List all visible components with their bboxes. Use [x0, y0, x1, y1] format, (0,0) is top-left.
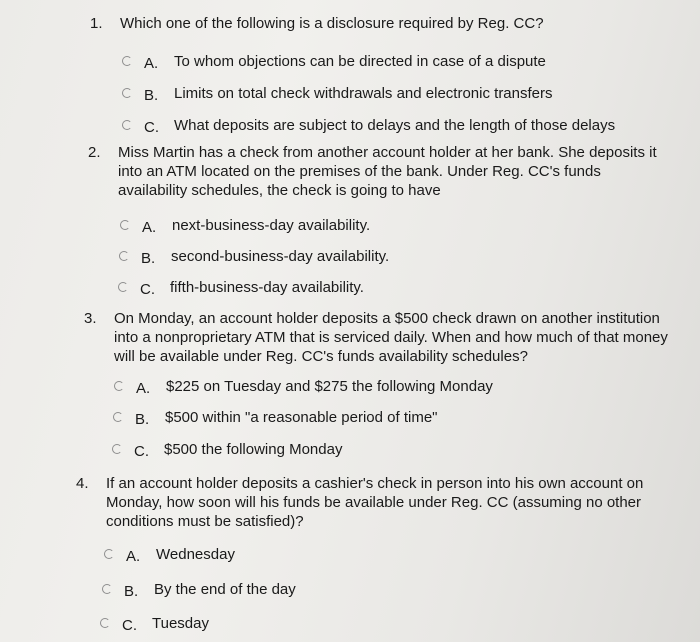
- option-text: Tuesday: [152, 615, 209, 632]
- option-text: $225 on Tuesday and $275 the following Monday: [166, 378, 493, 395]
- option-letter: A.: [126, 548, 141, 565]
- option-text: $500 within "a reasonable period of time": [165, 409, 438, 426]
- question-2: [88, 143, 673, 200]
- option-letter: B.: [124, 583, 139, 600]
- question-number: 1.: [90, 15, 103, 32]
- option-letter: C.: [140, 281, 155, 298]
- option-text: By the end of the day: [154, 581, 296, 598]
- radio-button[interactable]: [100, 618, 110, 628]
- radio-button[interactable]: [114, 381, 124, 391]
- question-text: Which one of the following is a disclosure required by Reg. CC?: [120, 15, 544, 32]
- option-text: next-business-day availability.: [172, 217, 371, 234]
- option-letter: A.: [144, 55, 159, 72]
- option-text: second-business-day availability.: [171, 248, 390, 265]
- question-4: [76, 474, 686, 531]
- radio-button[interactable]: [120, 220, 130, 230]
- radio-button[interactable]: [118, 282, 128, 292]
- question-number: 4.: [76, 475, 89, 492]
- option-letter: A.: [136, 380, 151, 397]
- option-letter: C.: [122, 617, 137, 634]
- question-text: On Monday, an account holder deposits a $500 check drawn on another institution into a nonproprietary ATM that is serviced daily. When and how much of that money will be available under Reg. CC's funds availability schedules?: [114, 310, 668, 365]
- option-text: Wednesday: [156, 546, 235, 563]
- radio-button[interactable]: [104, 549, 114, 559]
- radio-button[interactable]: [122, 120, 132, 130]
- radio-button[interactable]: [122, 88, 132, 98]
- question-text: Miss Martin has a check from another account holder at her bank. She deposits it into an ATM located on the premises of the bank. Under Reg. CC's funds availability schedules, the check is going to have: [118, 144, 657, 199]
- question-number: 3.: [84, 310, 97, 327]
- radio-button[interactable]: [102, 584, 112, 594]
- radio-button[interactable]: [112, 444, 122, 454]
- option-letter: A.: [142, 219, 157, 236]
- option-text: fifth-business-day availability.: [170, 279, 364, 296]
- option-letter: B.: [135, 411, 150, 428]
- option-text: To whom objections can be directed in case of a dispute: [174, 53, 546, 70]
- option-text: What deposits are subject to delays and the length of those delays: [174, 117, 616, 134]
- question-number: 2.: [88, 144, 101, 161]
- option-letter: C.: [134, 443, 149, 460]
- question-text: If an account holder deposits a cashier's check in person into his own account on Monday, how soon will his funds be available under Reg. CC (assuming no other conditions must be satisfied)?: [106, 475, 644, 530]
- radio-button[interactable]: [119, 251, 129, 261]
- radio-button[interactable]: [113, 412, 123, 422]
- option-text: Limits on total check withdrawals and electronic transfers: [174, 85, 553, 102]
- radio-button[interactable]: [122, 56, 132, 66]
- option-letter: C.: [144, 119, 159, 136]
- question-3: [84, 309, 684, 366]
- question-1: [90, 14, 680, 33]
- option-letter: B.: [144, 87, 159, 104]
- option-text: $500 the following Monday: [164, 441, 343, 458]
- option-letter: B.: [141, 250, 156, 267]
